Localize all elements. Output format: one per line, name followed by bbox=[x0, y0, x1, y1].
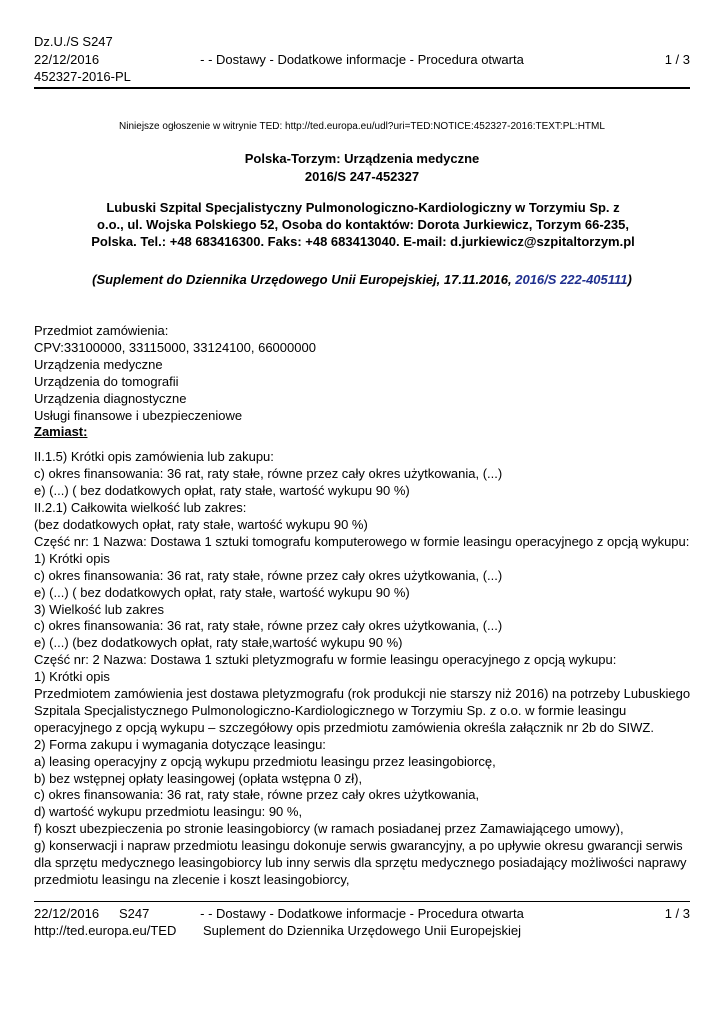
header-notice-id: 452327-2016-PL bbox=[34, 69, 131, 84]
authority-line2: o.o., ul. Wojska Polskiego 52, Osoba do kontaktów: Dorota Jurkiewicz, Torzym 66-235, bbox=[97, 217, 629, 232]
content-line: c) okres finansowania: 36 rat, raty stałe, równe przez cały okres użytkowania, bbox=[34, 787, 480, 803]
content-line: d) wartość wykupu przedmiotu leasingu: 90 %, bbox=[34, 804, 303, 820]
spacer bbox=[34, 441, 694, 449]
content-line: a) leasing operacyjny z opcją wykupu przedmiotu leasingu przez leasingobiorcę, bbox=[34, 753, 496, 769]
supplement-reference bbox=[34, 272, 690, 287]
notice-title-line2: 2016/S 247-452327 bbox=[304, 168, 420, 184]
content-line: e) (...) ( bez dodatkowych opłat, raty stałe, wartość wykupu 90 %) bbox=[34, 483, 410, 499]
footer-divider bbox=[34, 901, 690, 902]
notice-title bbox=[34, 150, 690, 185]
header-section-title: - - Dostawy - Dodatkowe informacje - Procedura otwarta bbox=[200, 52, 524, 67]
subject-item: Urządzenia do tomografii bbox=[34, 373, 179, 389]
notice-title-line1: Polska-Torzym: Urządzenia medyczne bbox=[244, 151, 480, 166]
page-header bbox=[34, 33, 690, 87]
footer-series: S247 bbox=[119, 906, 150, 921]
content-line: e) (...) (bez dodatkowych opłat, raty stałe,wartość wykupu 90 %) bbox=[34, 635, 403, 651]
subject-item: Urządzenia diagnostyczne bbox=[34, 390, 187, 406]
content-line: 1) Krótki opis bbox=[34, 669, 110, 685]
footer-supplement: Suplement do Dziennika Urzędowego Unii Europejskiej bbox=[203, 923, 521, 938]
content-line: (bez dodatkowych opłat, raty stałe, wartość wykupu 90 %) bbox=[34, 516, 368, 532]
content-line: II.1.5) Krótki opis zamówienia lub zakupu: bbox=[34, 449, 274, 465]
subject-item: Urządzenia medyczne bbox=[34, 356, 163, 372]
content-line: 3) Wielkość lub zakres bbox=[34, 601, 165, 617]
content-line: II.2.1) Całkowita wielkość lub zakres: bbox=[34, 500, 247, 516]
instead-label: Zamiast: bbox=[34, 424, 88, 440]
content-line: f) koszt ubezpieczenia po stronie leasingobiorcy (w ramach posiadanej przez Zamawiającego umowy), bbox=[34, 821, 624, 837]
header-divider bbox=[34, 87, 690, 89]
footer-section-title: - - Dostawy - Dodatkowe informacje - Procedura otwarta bbox=[200, 906, 524, 921]
authority-line3: Polska. Tel.: +48 683416300. Faks: +48 683413040. E-mail: d.jurkiewicz@szpitaltorzym.pl bbox=[91, 234, 635, 249]
supplement-suffix: ) bbox=[627, 272, 632, 287]
content-line: Przedmiotem zamówienia jest dostawa pletyzmografu (rok produkcji nie starszy niż 2016) na potrzeby Lubuskiego Szpitala Specjalistycznego Pulmonologiczno-Kardiologicznego w Torzymiu Sp. z o.o. w formie leasingu operacyjnego z opcją wykupu – szczegółowy opis przedmiotu zamówienia określa załącznik nr 2b do SIWZ. bbox=[34, 686, 691, 735]
footer-date: 22/12/2016 bbox=[34, 906, 100, 921]
contracting-authority bbox=[90, 199, 636, 250]
header-date: 22/12/2016 bbox=[34, 51, 100, 67]
content-line: 2) Forma zakupu i wymagania dotyczące leasingu: bbox=[34, 736, 326, 752]
ted-link-notice[interactable]: Niniejsze ogłoszenie w witrynie TED: http://ted.europa.eu/udl?uri=TED:NOTICE:452327-2016:TEXT:PL:HTML bbox=[119, 121, 605, 132]
content-line: Część nr: 2 Nazwa: Dostawa 1 sztuki pletyzmografu w formie leasingu operacyjnego z opcją wykupu: bbox=[34, 652, 617, 668]
supplement-prefix: (Suplement do Dziennika Urzędowego Unii Europejskiej, 17.11.2016, bbox=[92, 272, 516, 287]
header-page-number: 1 / 3 bbox=[664, 52, 690, 67]
content-line: c) okres finansowania: 36 rat, raty stałe, równe przez cały okres użytkowania, (...) bbox=[34, 567, 503, 583]
supplement-ref-link[interactable]: 2016/S 222-405111 bbox=[515, 272, 628, 287]
header-journal: Dz.U./S S247 bbox=[34, 34, 113, 49]
authority-line1: Lubuski Szpital Specjalistyczny Pulmonologiczno-Kardiologiczny w Torzymiu Sp. z bbox=[106, 200, 620, 215]
subject-label: Przedmiot zamówienia: bbox=[34, 323, 169, 338]
subject-cpv: CPV:33100000, 33115000, 33124100, 66000000 bbox=[34, 339, 316, 355]
content-line: 1) Krótki opis bbox=[34, 550, 110, 566]
content-line: e) (...) ( bez dodatkowych opłat, raty stałe, wartość wykupu 90 %) bbox=[34, 584, 410, 600]
content-line: c) okres finansowania: 36 rat, raty stałe, równe przez cały okres użytkowania, (...) bbox=[34, 466, 503, 482]
notice-body bbox=[34, 323, 694, 889]
subject-item: Usługi finansowe i ubezpieczeniowe bbox=[34, 407, 243, 423]
content-line: Część nr: 1 Nazwa: Dostawa 1 sztuki tomografu komputerowego w formie leasingu operacyjnego z opcją wykupu: bbox=[34, 533, 690, 549]
content-line: g) konserwacji i napraw przedmiotu leasingu dokonuje serwis gwarancyjny, a po upływie okresu gwarancji serwis dla sprzętu medycznego leasingobiorcy lub inny serwis dla sprzętu medycznego posiadający możliwości naprawy przedmiotu leasingu na zlecenie i koszt leasingobiorcy, bbox=[34, 838, 687, 887]
content-line: b) bez wstępnej opłaty leasingowej (opłata wstępna 0 zł), bbox=[34, 770, 363, 786]
footer-url[interactable]: http://ted.europa.eu/TED bbox=[34, 923, 177, 938]
content-line: c) okres finansowania: 36 rat, raty stałe, równe przez cały okres użytkowania, (...) bbox=[34, 618, 503, 634]
footer-page-number: 1 / 3 bbox=[664, 906, 690, 921]
